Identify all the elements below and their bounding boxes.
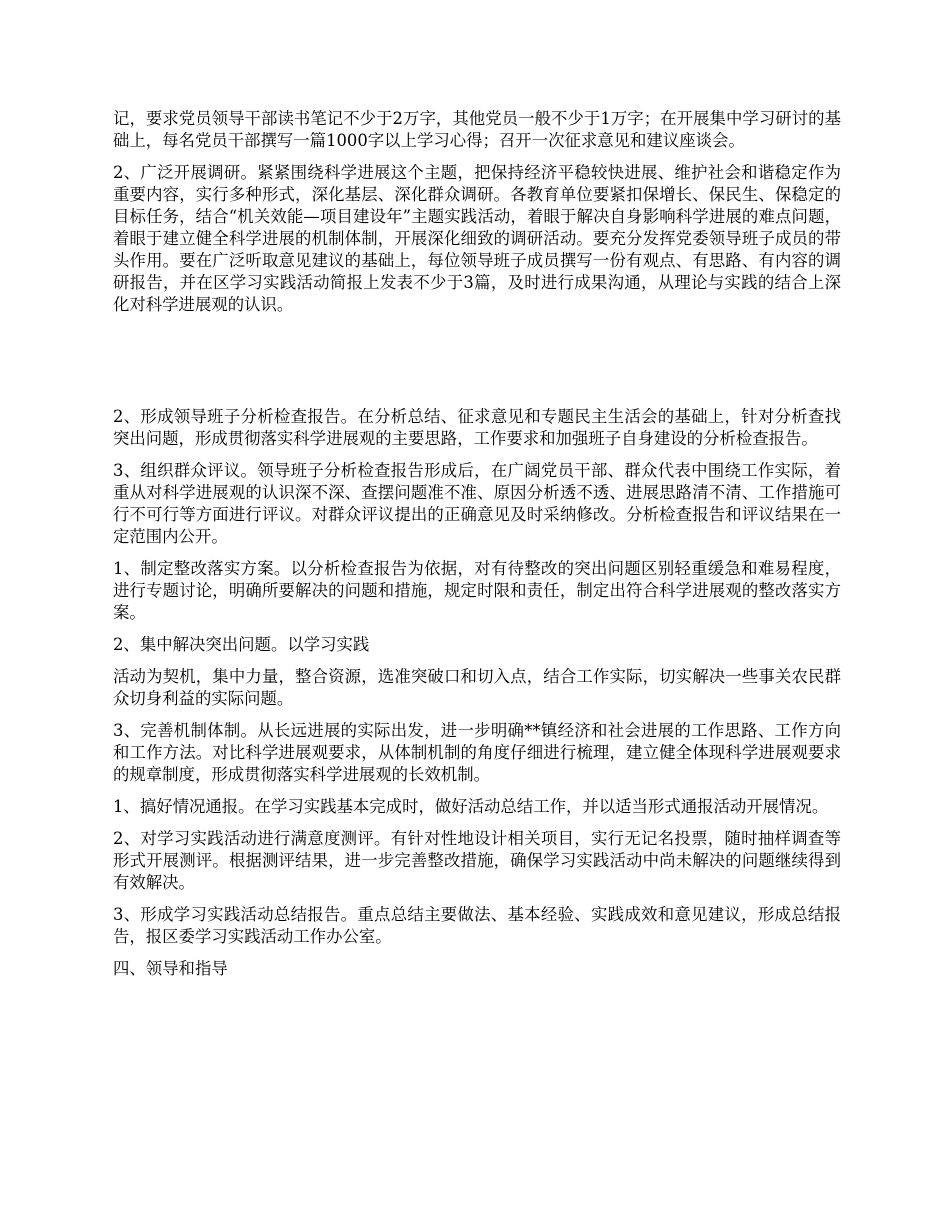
- paragraph-reading-notes: 记，要求党员领导干部读书笔记不少于2万字，其他党员一般不少于1万字；在开展集中学习研讨的基础上，每名党员干部撰写一篇1000字以上学习心得；召开一次征求意见和建议座谈会。: [113, 109, 841, 150]
- paragraph-satisfaction-survey: 2、对学习实践活动进行满意度测评。有针对性地设计相关项目，实行无记名投票，随时抽样调查等形式开展测评。根据测评结果，进一步完善整改措施，确保学习实践活动中尚未解决的问题继续得到有效解决。: [113, 829, 841, 892]
- paragraph-research: 2、广泛开展调研。紧紧围绕科学进展这个主题，把保持经济平稳较快进展、维护社会和谐稳定作为重要内容，实行多种形式，深化基层、深化群众调研。各教育单位要紧扣保增长、保民生、保稳定的目标任务，结合“机关效能—项目建设年”主题实践活动，着眼于解决自身影响科学进展的难点问题，着眼于建立健全科学进展的机制体制，开展深化细致的调研活动。要充分发挥党委领导班子成员的带头作用。要在广泛听取意见建议的基础上，每位领导班子成员撰写一份有观点、有思路、有内容的调研报告，并在区学习实践活动简报上发表不少于3篇，及时进行成果沟通，从理论与实践的结合上深化对科学进展观的认识。: [113, 163, 841, 314]
- paragraph-solve-problems: 2、集中解决突出问题。以学习实践: [113, 635, 370, 654]
- section-heading-leadership: 四、领导和指导: [113, 959, 228, 978]
- paragraph-improve-mechanism: 3、完善机制体制。从长远进展的实际出发，进一步明确**镇经济和社会进展的工作思路、工作方向和工作方法。对比科学进展观要求，从体制机制的角度仔细进行梳理，建立健全体现科学进展观要求的规章制度，形成贯彻落实科学进展观的长效机制。: [113, 721, 841, 784]
- document-page: [113, 108, 841, 990]
- paragraph-analysis-report: 2、形成领导班子分析检查报告。在分析总结、征求意见和专题民主生活会的基础上，针对分析查找突出问题，形成贯彻落实科学进展观的主要思路，工作要求和加强班子自身建设的分析检查报告。: [113, 407, 841, 448]
- paragraph-summary-report: 3、形成学习实践活动总结报告。重点总结主要做法、基本经验、实践成效和意见建议，形成总结报告，报区委学习实践活动工作办公室。: [113, 905, 841, 946]
- paragraph-activity-opportunity: 活动为契机，集中力量，整合资源，选准突破口和切入点，结合工作实际，切实解决一些事关农民群众切身利益的实际问题。: [113, 667, 841, 708]
- blank-gap: [113, 326, 841, 406]
- paragraph-situation-briefing: 1、搞好情况通报。在学习实践基本完成时，做好活动总结工作，并以适当形式通报活动开展情况。: [113, 797, 829, 816]
- paragraph-rectification-plan: 1、制定整改落实方案。以分析检查报告为依据，对有待整改的突出问题区别轻重缓急和难易程度，进行专题讨论，明确所要解决的问题和措施，规定时限和责任，制定出符合科学进展观的整改落实方案。: [113, 559, 841, 622]
- paragraph-mass-evaluation: 3、组织群众评议。领导班子分析检查报告形成后，在广阔党员干部、群众代表中围绕工作实际，着重从对科学进展观的认识深不深、查摆问题准不准、原因分析透不透、进展思路清不清、工作措施可行不可行等方面进行评议。对群众评议提出的正确意见及时采纳修改。分析检查报告和评议结果在一定范围内公开。: [113, 461, 841, 546]
